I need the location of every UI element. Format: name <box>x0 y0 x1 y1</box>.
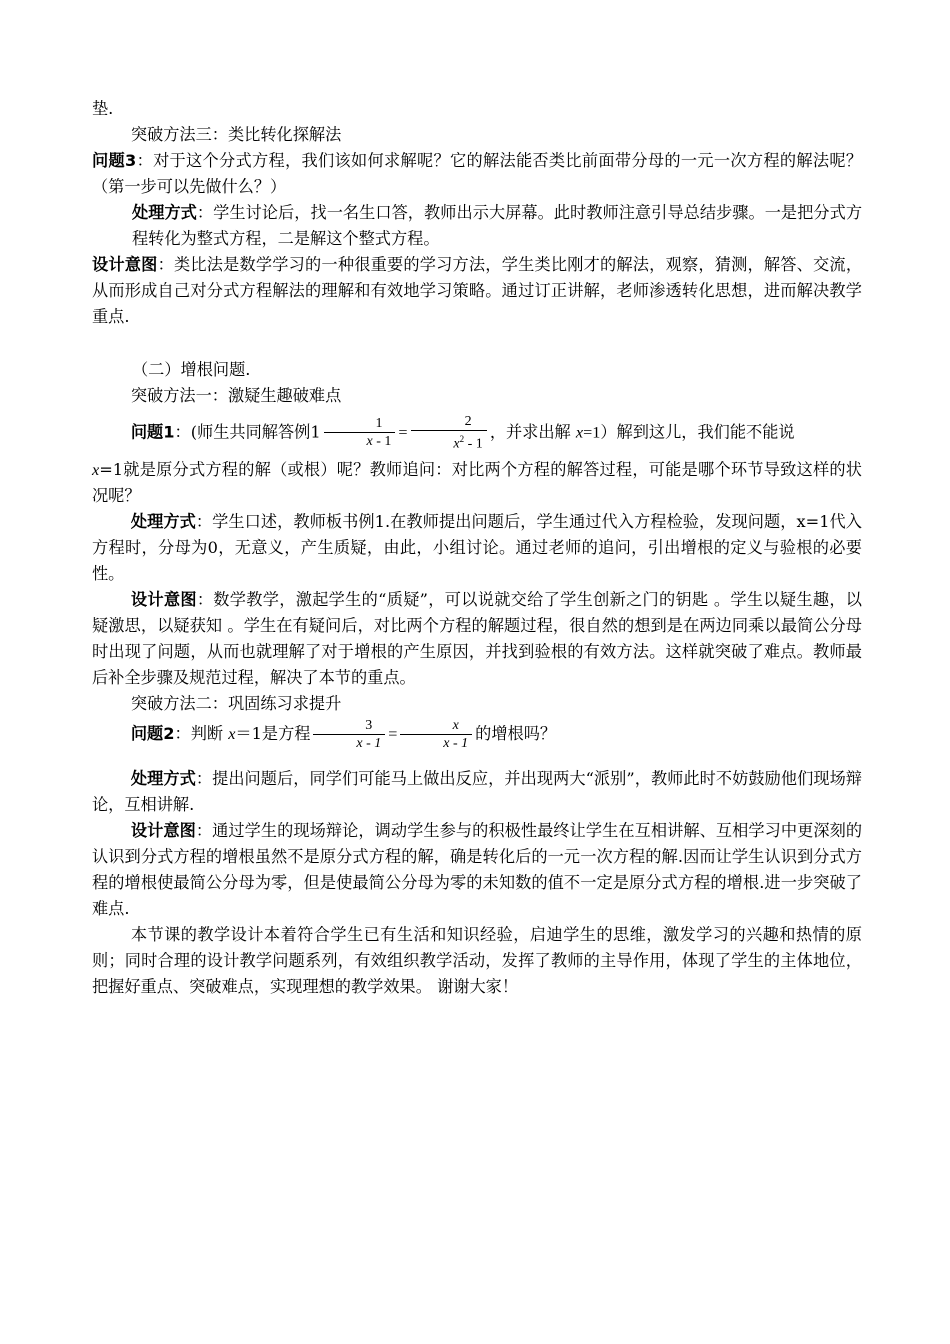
label-design: 设计意图 <box>130 820 196 840</box>
method-heading: 突破方法二：巩固练习求提升 <box>130 693 342 713</box>
design-intent-1 <box>92 252 862 330</box>
question-text: ：对于这个分式方程，我们该如何求解呢？它的解法能否类比前面带分母的一元一次方程的解法呢？（第一步可以先做什么？） <box>92 151 863 196</box>
fraction <box>313 717 385 752</box>
question-1-cont: x=1就是原分式方程的解（或根）呢？教师追问：对比两个方程的解答过程，可能是哪个环节导致这样的状况呢？ <box>92 459 862 505</box>
handling-1 <box>92 200 862 252</box>
handling-3 <box>92 766 862 818</box>
summary-paragraph: 本节课的教学设计本着符合学生已有生活和知识经验，启迪学生的思维，激发学习的兴趣和热情的原则；同时合理的设计教学问题系列，有效组织教学活动，发挥了教师的主导作用，体现了学生的主体地位，把握好重点、突破难点，实现理想的教学效果。 谢谢大家！ <box>92 924 862 996</box>
denominator: x - 1 <box>443 735 469 751</box>
fraction <box>324 415 396 450</box>
design-intent-3 <box>92 818 862 922</box>
section-title: （二）增根问题. <box>132 360 251 379</box>
label-handling: 处理方式 <box>130 768 196 788</box>
handling-text: ：学生讨论后，找一名生口答，教师出示大屏幕。此时教师注意引导总结步骤。一是把分式方程转化为整式方程，二是解这个整式方程。 <box>132 203 863 248</box>
text-line: 垫. <box>92 99 114 118</box>
design-text: ：数学教学，激起学生的“质疑”，可以说就交给了学生创新之门的钥匙 。学生以疑生趣，以疑激思，以疑获知 。学生在有疑问后，对比两个方程的解题过程，很自然的想到是在两边同乘以最简公分母时出现了问题，从而也就理解了对于增根的产生原因，并找到验根的有效方法。这样就突破了难点。教师最后补全步骤及规范过程，解决了本节的重点。 <box>92 589 862 687</box>
question-1: 问题1：(师生共同解答例1 $\frac{1}{x - 1}$ = $\frac{2}{x^2 - 1}$ ，并求出解 x=1）解到这儿，我们能不能说 <box>130 414 795 452</box>
numerator: x <box>400 717 472 735</box>
label-handling: 处理方式 <box>132 203 197 222</box>
method-heading: 突破方法三：类比转化探解法 <box>130 125 342 144</box>
denominator: x - 1 <box>356 735 382 751</box>
design-text: ：通过学生的现场辩论，调动学生参与的积极性最终让学生在互相讲解、互相学习中更深刻的认识到分式方程的增根虽然不是原分式方程的解，确是转化后的一元一次方程的解.因而让学生认识到分式方程的增根使最简公分母为零，但是使最简公分母为零的未知数的值不一定是原分式方程的增根.进一步突破了难点. <box>92 820 863 918</box>
label-question: 问题3 <box>92 151 137 170</box>
document-page <box>92 96 862 1000</box>
denominator: $x^2 - 1$ <box>453 434 483 452</box>
label-handling: 处理方式 <box>130 511 196 531</box>
question-text: ：(师生共同解答例1 <box>174 422 321 442</box>
design-intent-2 <box>92 587 862 691</box>
equals-sign: = <box>388 724 398 743</box>
handling-2 <box>92 509 862 587</box>
question-text: ）解到这儿，我们能不能说 <box>600 422 795 442</box>
label-question: 问题1 <box>130 422 175 442</box>
fraction <box>411 413 487 453</box>
question-2: 问题2：判断 x＝1是方程 $\frac{3}{x - 1}$ = $\frac{x}{x - 1}$ 的增根吗？ <box>130 717 557 751</box>
numerator: 2 <box>411 413 487 431</box>
label-design: 设计意图 <box>130 589 197 609</box>
question-text: ，并求出解 <box>489 422 571 442</box>
question-3 <box>92 148 862 200</box>
numerator: 1 <box>324 415 396 433</box>
denominator: x - 1 <box>366 434 392 450</box>
handling-text: ：提出问题后，同学们可能马上做出反应，并出现两大“派别”，教师此时不妨鼓励他们现场辩论，互相讲解. <box>92 768 862 814</box>
numerator: 3 <box>313 717 385 735</box>
equals-sign: = <box>398 423 408 442</box>
method-heading: 突破方法一：激疑生趣破难点 <box>130 386 342 405</box>
design-text: ：类比法是数学学习的一种很重要的学习方法，学生类比刚才的解法，观察，猜测，解答、交流，从而形成自己对分式方程解法的理解和有效地学习策略。通过订正讲解，老师渗透转化思想，进而解决教学重点. <box>92 255 863 326</box>
label-question: 问题2 <box>130 723 175 743</box>
fraction <box>400 717 472 752</box>
handling-text: ：学生口述，教师板书例1.在教师提出问题后，学生通过代入方程检验，发现问题，x=1代入方程时，分母为0，无意义，产生质疑，由此，小组讨论。通过老师的追问，引出增根的定义与验根的必要性。 <box>92 511 862 583</box>
label-design: 设计意图 <box>92 255 158 274</box>
